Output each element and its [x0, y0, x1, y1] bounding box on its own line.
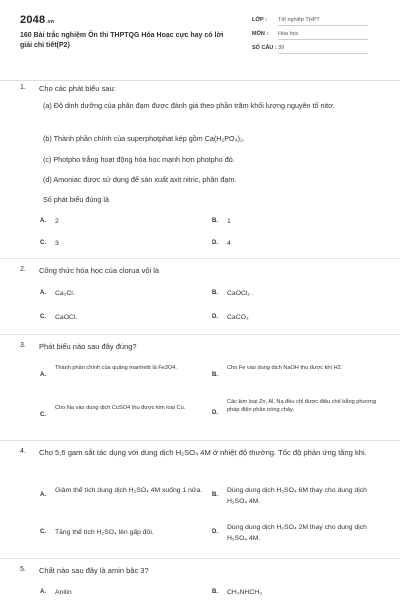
divider: [0, 440, 400, 441]
divider: [0, 334, 400, 335]
divider: [0, 258, 400, 259]
statement-b: (b) Thành phần chính của superphotphat kép gồm Ca(H₂PO₄)₂.: [43, 134, 245, 143]
meta-mon: MÔN : Hóa học: [252, 31, 368, 40]
divider: [0, 558, 400, 559]
meta-so-cau: SỐ CÂU :39: [252, 45, 368, 54]
statement-c: (c) Photpho trắng hoạt động hóa học mạnh hơn photpho đỏ.: [43, 155, 235, 164]
quiz-page: 2048.vn 160 Bài trắc nghiệm Ôn thi THPTQG Hóa Hoạc cực hay có lời giải chi tiết(P2) LỚP : Tốt nghiệp THPT MÔN : Hóa học SỐ CÂU :39 1. Cho các phát biểu sau: (a) Độ dinh dưỡng của phân đạm được đánh giá theo phần trăm khối lượng nguyên tố nitơ. (b) Thành phần chính của superphotphat kép gồm Ca(H₂PO₄)₂. (c) Photpho trắng hoạt động hóa học mạnh hơn photpho đỏ. (d) Amoniac được sử dụng để sản xuất axit nitric, phân đạm. Số phát biểu đúng là A. 2 B. 1 C. 3 D. 4 2. Công thức hóa học của clorua vôi là A. Ca₂Cl. B. CaOCl₂ . C. CaOCl. D. CaCO₃ 3. Phát biểu nào sau đây đúng? A. Thành phần chính của quặng manhetit là Fe3O4. B. Cho Fe vào dung dịch NaOH thu được khí H2. C. Cho Na vào dung dịch CuSO4 thu được kim loại Cu. D. Các kim loại Zn, Al, Na đều chỉ được điều chế bằng phương pháp điện phân nóng chảy. 4. Cho 5,6 gam sắt tác dụng với dung dịch H₂SO₄ 4M ở nhiệt độ thường. Tốc độ phản ứng tăng khi. A. Giảm thể tích dung dịch H₂SO₄ 4M xuống 1 nửa. B. Dùng dung dịch H₂SO₄ 6M thay cho dung dịch H₂SO₄ 4M. C. Tăng thể tích H₂SO₄ lên gấp đôi. D. Dùng dung dịch H₂SO₄ 2M thay cho dung dịch H₂SO₄ 4M. 5. Chất nào sau đây là amin bậc 3? A. Anilin B. CH₃NHCH₃: [0, 0, 400, 600]
statement-prompt: Số phát biểu đúng là: [43, 195, 109, 204]
statement-d: (d) Amoniac được sử dụng để sản xuất axit nitric, phân đạm.: [43, 175, 237, 184]
header: [0, 0, 400, 81]
meta-lop: LỚP : Tốt nghiệp THPT: [252, 17, 368, 26]
statement-a: (a) Độ dinh dưỡng của phân đạm được đánh giá theo phần trăm khối lượng nguyên tố nitơ.: [43, 101, 335, 110]
document-title: 160 Bài trắc nghiệm Ôn thi THPTQG Hóa Hoạc cực hay có lời giải chi tiết(P2): [20, 32, 224, 49]
site-logo[interactable]: 2048.vn: [20, 14, 55, 26]
